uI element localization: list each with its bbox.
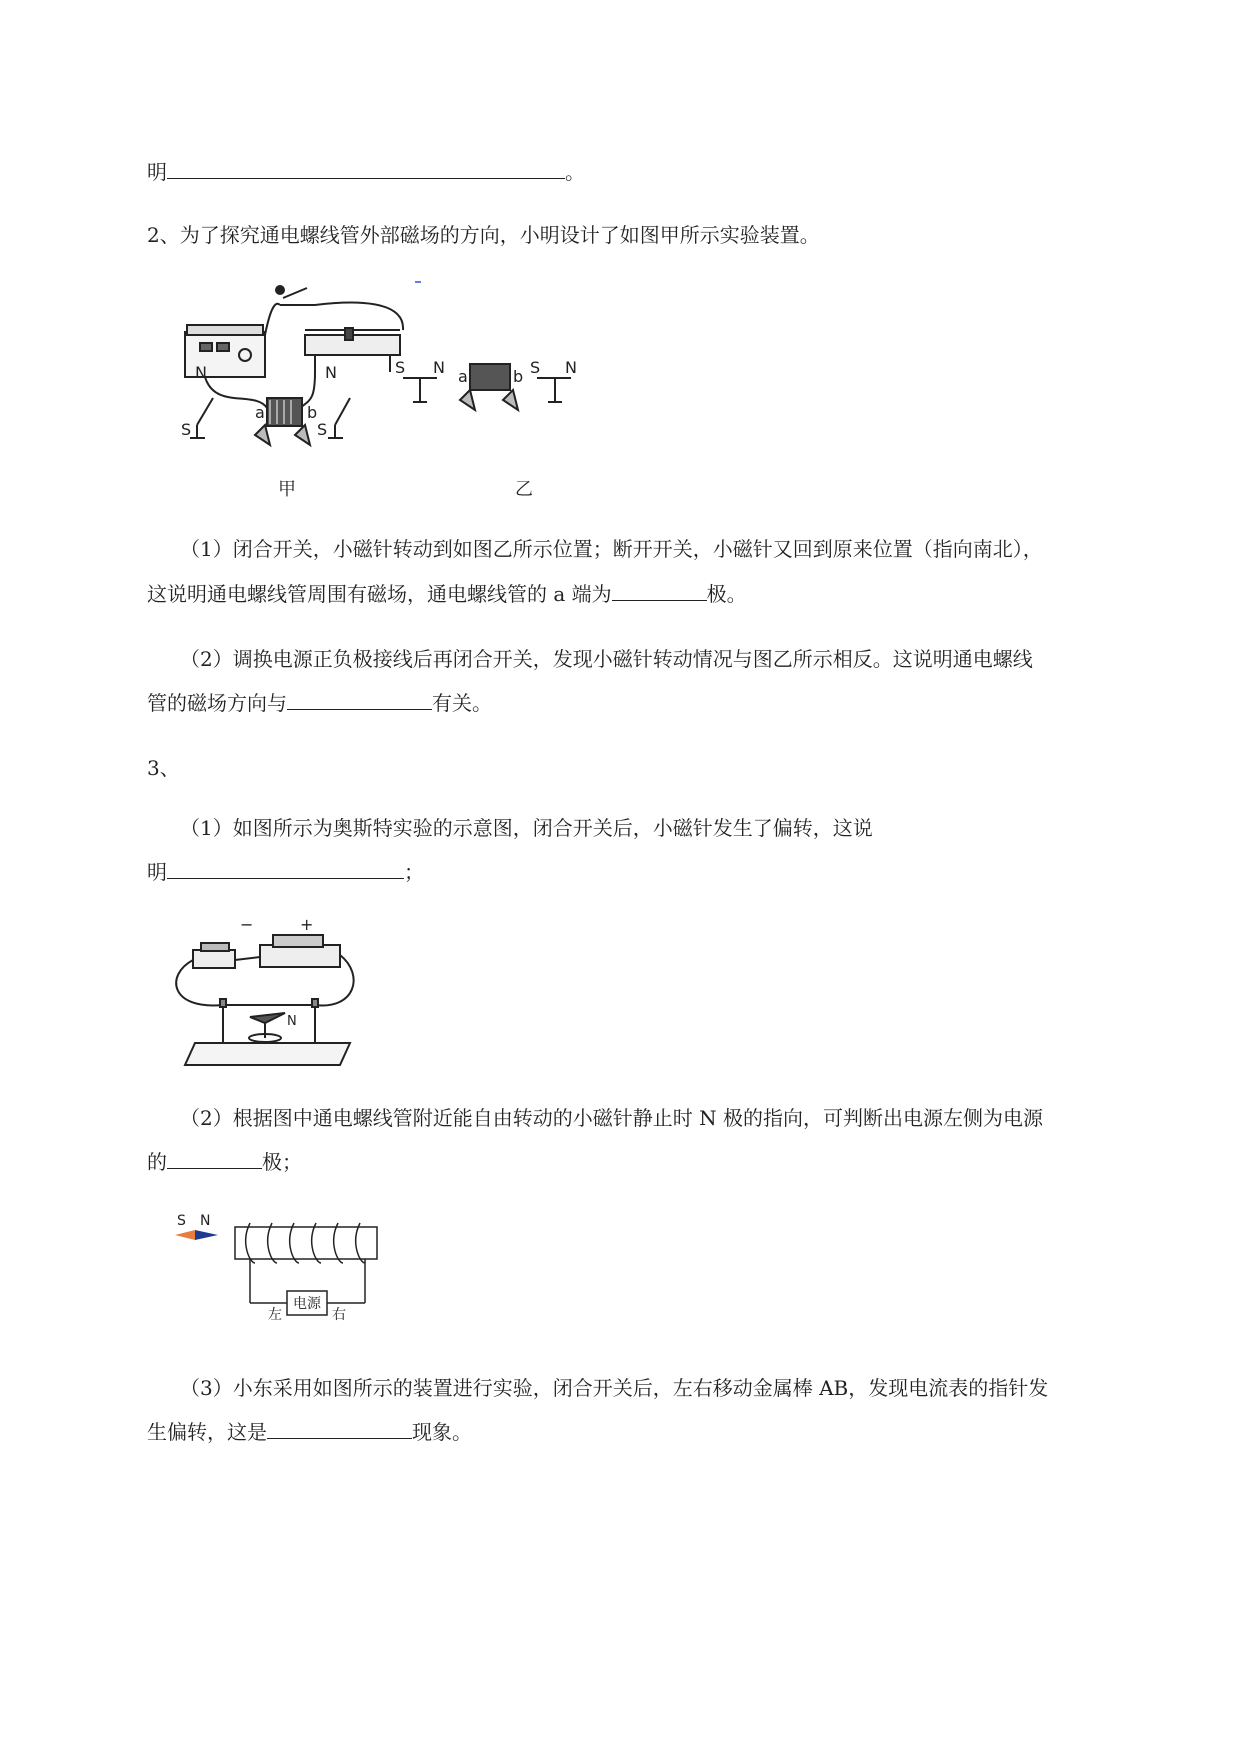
q3-p2-line2-pre: 的	[147, 1150, 167, 1174]
q3-p3-line2-pre: 生偏转，这是	[147, 1420, 267, 1444]
q3-oersted-figure	[165, 905, 365, 1070]
q2-p1-answer-blank[interactable]	[612, 578, 707, 601]
compass-needle-north	[195, 1230, 218, 1240]
q2-p2-line2-pre: 管的磁场方向与	[147, 691, 287, 715]
switch-base	[193, 950, 235, 968]
label-b-yi: b	[513, 367, 524, 386]
label-S-left-yi: S	[395, 358, 406, 377]
label-N: N	[287, 1014, 297, 1029]
label-N: N	[200, 1213, 211, 1229]
label-a-yi: a	[458, 367, 468, 386]
q3-p1-answer-blank[interactable]	[167, 856, 404, 879]
q2-p2-line2-post: 有关。	[432, 691, 492, 715]
label-S: S	[177, 1213, 186, 1229]
label-N-right-yi: N	[565, 358, 577, 377]
q1-tail-prefix: 明	[147, 160, 167, 184]
compass-needle-south	[175, 1230, 195, 1240]
label-S-right-yi: S	[530, 358, 541, 377]
q1-tail-suffix: 。	[565, 160, 585, 184]
label-b-jia: b	[307, 403, 318, 422]
solenoid-yi	[470, 364, 510, 390]
label-plus: +	[300, 915, 314, 934]
q2-p1-line2-pre: 这说明通电螺线管周围有磁场，通电螺线管的 a 端为	[147, 582, 612, 606]
label-N-right-jia: N	[325, 363, 337, 382]
compass-left-jia	[197, 398, 213, 425]
q2-figure	[175, 270, 655, 505]
label-a-jia: a	[255, 403, 265, 422]
label-minus: −	[240, 915, 254, 934]
q2-p1-line2	[147, 578, 747, 608]
label-jia: 甲	[278, 479, 296, 500]
q3-p2-line1: （2）根据图中通电螺线管附近能自由转动的小磁针静止时 N 极的指向，可判断出电源左侧为电源	[180, 1106, 1043, 1130]
q3-p1-line2-pre: 明	[147, 860, 167, 884]
q3-p3-answer-blank[interactable]	[267, 1416, 412, 1439]
q2-p2-answer-blank[interactable]	[287, 687, 432, 710]
q2-p1-line2-post: 极。	[706, 582, 747, 606]
q1-tail-line	[147, 156, 585, 186]
q3-p3-line2	[147, 1416, 472, 1446]
q3-p2-line2	[147, 1146, 302, 1176]
q1-answer-blank[interactable]	[167, 156, 565, 179]
label-left: 左	[268, 1307, 282, 1323]
label-N-left-jia: N	[195, 363, 207, 382]
q3-p3-line2-post: 现象。	[412, 1420, 472, 1444]
q2-p2-line2	[147, 687, 492, 717]
q3-p2-answer-blank[interactable]	[167, 1146, 262, 1169]
battery-box	[260, 945, 340, 967]
label-S-right-jia: S	[317, 420, 328, 439]
q3-p1-line2	[147, 856, 424, 886]
q3-p1-line1: （1）如图所示为奥斯特实验的示意图，闭合开关后，小磁针发生了偏转，这说	[180, 816, 873, 840]
q3-p3-line1: （3）小东采用如图所示的装置进行实验，闭合开关后，左右移动金属棒 AB，发现电流表的指针发	[180, 1376, 1049, 1400]
q2-p2-line1: （2）调换电源正负极接线后再闭合开关，发现小磁针转动情况与图乙所示相反。这说明通电螺线	[180, 647, 1033, 671]
label-S-left-jia: S	[181, 420, 192, 439]
q3-p1-line2-post: ；	[404, 860, 424, 884]
q3-solenoid-figure	[170, 1205, 385, 1325]
label-right: 右	[332, 1307, 346, 1323]
compass-right-jia	[335, 398, 350, 425]
q2-p1-line1: （1）闭合开关，小磁针转动到如图乙所示位置；断开开关，小磁针又回到原来位置（指向南北），	[180, 537, 1043, 561]
label-yi: 乙	[515, 479, 533, 500]
q3-number: 3、	[147, 756, 180, 780]
label-power: 电源	[293, 1296, 321, 1312]
label-N-left-yi: N	[433, 358, 445, 377]
q3-p2-line2-post: 极；	[262, 1150, 302, 1174]
q2-stem: 2、为了探究通电螺线管外部磁场的方向，小明设计了如图甲所示实验装置。	[147, 223, 820, 247]
